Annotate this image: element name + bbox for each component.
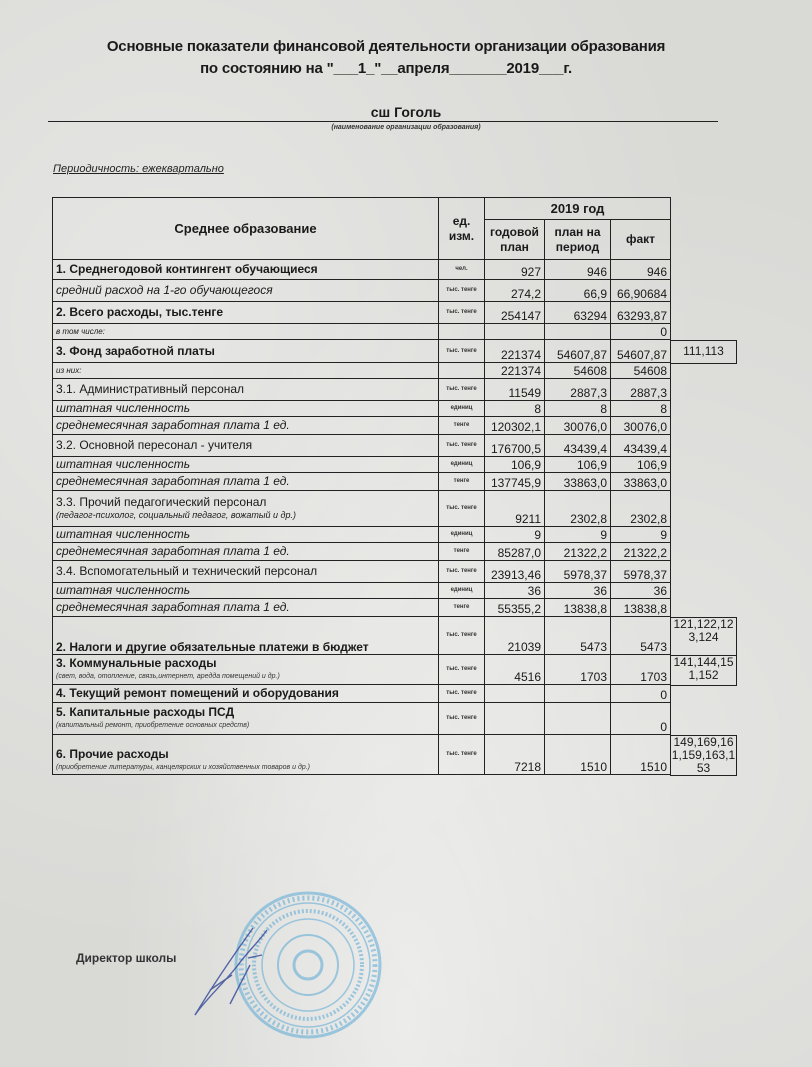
row-sublabel: (капитальный ремонт, приобретение основных средств) xyxy=(56,721,250,729)
cell-period-plan xyxy=(545,324,611,340)
cell-fact: 1703 xyxy=(611,655,671,685)
row-indicator-name xyxy=(53,561,439,583)
side-note-cell: 121,122,123,124 xyxy=(670,617,737,656)
organization-underline xyxy=(48,121,718,122)
table-row xyxy=(53,435,671,457)
row-unit: тыс. тенге xyxy=(439,379,485,401)
row-unit: тенге xyxy=(439,473,485,491)
row-indicator-name xyxy=(53,543,439,561)
row-indicator-name xyxy=(53,417,439,435)
side-note-cell: 141,144,151,152 xyxy=(670,655,737,686)
cell-period-plan: 66,9 xyxy=(545,280,611,302)
row-unit: тыс. тенге xyxy=(439,435,485,457)
row-label: штатная численность xyxy=(56,401,191,415)
cell-annual-plan: 927 xyxy=(485,260,545,280)
cell-fact: 0 xyxy=(611,703,671,735)
table-row xyxy=(53,617,671,655)
row-label: 3. Коммунальные расходы xyxy=(56,655,217,670)
cell-period-plan: 30076,0 xyxy=(545,417,611,435)
cell-fact: 106,9 xyxy=(611,457,671,473)
row-label: среднемесячная заработная плата 1 ед. xyxy=(56,544,290,558)
cell-period-plan: 33863,0 xyxy=(545,473,611,491)
row-indicator-name xyxy=(53,260,439,280)
table-row xyxy=(53,685,671,703)
row-label: 5. Капитальные расходы ПСД xyxy=(56,704,235,719)
signature-label: Директор школы xyxy=(76,951,177,965)
row-sublabel: (приобретение литературы, канцелярских и хозяйственных товаров и др.) xyxy=(56,764,310,771)
table-row xyxy=(53,379,671,401)
row-indicator-name xyxy=(53,735,439,775)
row-indicator-name xyxy=(53,685,439,703)
row-indicator-name xyxy=(53,280,439,302)
cell-fact: 946 xyxy=(611,260,671,280)
table-row xyxy=(53,363,671,379)
row-label: штатная численность xyxy=(56,457,191,471)
row-unit: тыс. тенге xyxy=(439,735,485,775)
row-indicator-name xyxy=(53,527,439,543)
row-label: среднемесячная заработная плата 1 ед. xyxy=(56,418,290,432)
row-unit: тыс. тенге xyxy=(439,340,485,363)
cell-fact: 2887,3 xyxy=(611,379,671,401)
cell-annual-plan: 8 xyxy=(485,401,545,417)
cell-period-plan: 946 xyxy=(545,260,611,280)
cell-fact: 13838,8 xyxy=(611,599,671,617)
row-label: 3. Фонд заработной платы xyxy=(56,343,215,358)
row-label: в том числе: xyxy=(56,327,105,336)
cell-fact: 30076,0 xyxy=(611,417,671,435)
table-row xyxy=(53,583,671,599)
cell-fact: 5978,37 xyxy=(611,561,671,583)
cell-annual-plan: 9 xyxy=(485,527,545,543)
row-sublabel: (свет, вода, отопление, связь,интернет, аредда помещений и др.) xyxy=(56,672,280,680)
periodicity-label: Периодичность: ежеквартально xyxy=(53,163,224,175)
table-row xyxy=(53,561,671,583)
row-unit: тыс. тенге xyxy=(439,655,485,685)
row-label: 3.2. Основной пересонал - учителя xyxy=(56,438,253,452)
row-indicator-name xyxy=(53,583,439,599)
header-section: Среднее образование xyxy=(53,198,439,260)
cell-fact: 9 xyxy=(611,527,671,543)
cell-period-plan: 21322,2 xyxy=(545,543,611,561)
document-title: Основные показатели финансовой деятельности организации образования xyxy=(106,38,666,55)
table-row xyxy=(53,401,671,417)
cell-annual-plan: 36 xyxy=(485,583,545,599)
cell-period-plan: 5473 xyxy=(545,617,611,655)
row-label: 3.3. Прочий педагогический персонал xyxy=(56,494,267,509)
cell-period-plan: 2887,3 xyxy=(545,379,611,401)
row-label: 2. Налоги и другие обязательные платежи в бюджет xyxy=(56,640,369,654)
cell-annual-plan: 221374 xyxy=(485,340,545,363)
row-unit: тенге xyxy=(439,543,485,561)
header-unit: ед. изм. xyxy=(439,198,485,260)
side-note-cell: 111,113 xyxy=(670,340,737,364)
row-label: 3.1. Административный персонал xyxy=(56,382,245,396)
row-label: из них: xyxy=(56,366,82,375)
cell-fact: 63293,87 xyxy=(611,302,671,324)
table-row xyxy=(53,473,671,491)
table-row xyxy=(53,735,671,775)
row-indicator-name xyxy=(53,457,439,473)
row-label: средний расход на 1-го обучающегося xyxy=(56,283,273,297)
header-year: 2019 год xyxy=(485,198,671,220)
row-label: 6. Прочие расходы xyxy=(56,747,169,761)
cell-annual-plan: 106,9 xyxy=(485,457,545,473)
cell-annual-plan: 221374 xyxy=(485,363,545,379)
row-unit xyxy=(439,324,485,340)
row-indicator-name xyxy=(53,379,439,401)
cell-annual-plan xyxy=(485,685,545,703)
row-indicator-name xyxy=(53,599,439,617)
cell-fact: 8 xyxy=(611,401,671,417)
row-unit: тыс. тенге xyxy=(439,561,485,583)
financial-indicators-table xyxy=(52,197,671,775)
row-unit: тыс. тенге xyxy=(439,703,485,735)
row-indicator-name xyxy=(53,324,439,340)
cell-annual-plan: 55355,2 xyxy=(485,599,545,617)
row-indicator-name xyxy=(53,363,439,379)
cell-period-plan: 8 xyxy=(545,401,611,417)
cell-annual-plan: 254147 xyxy=(485,302,545,324)
row-indicator-name xyxy=(53,491,439,527)
cell-fact: 66,90684 xyxy=(611,280,671,302)
row-indicator-name xyxy=(53,401,439,417)
cell-annual-plan: 137745,9 xyxy=(485,473,545,491)
director-signature xyxy=(150,910,280,1030)
row-unit: тенге xyxy=(439,417,485,435)
header-annual-plan: годовой план xyxy=(485,220,545,260)
document-date-line: по состоянию на "___1_"__апреля_______2019___г. xyxy=(200,60,572,77)
cell-annual-plan: 274,2 xyxy=(485,280,545,302)
table-header-row-1 xyxy=(53,198,671,220)
row-indicator-name xyxy=(53,703,439,735)
row-indicator-name xyxy=(53,617,439,655)
row-unit: тыс. тенге xyxy=(439,617,485,655)
cell-annual-plan: 21039 xyxy=(485,617,545,655)
cell-period-plan: 63294 xyxy=(545,302,611,324)
cell-period-plan: 9 xyxy=(545,527,611,543)
cell-period-plan: 36 xyxy=(545,583,611,599)
row-indicator-name xyxy=(53,655,439,685)
table-row xyxy=(53,703,671,735)
row-indicator-name xyxy=(53,302,439,324)
cell-annual-plan xyxy=(485,703,545,735)
cell-annual-plan: 4516 xyxy=(485,655,545,685)
row-unit: тыс. тенге xyxy=(439,491,485,527)
cell-annual-plan: 176700,5 xyxy=(485,435,545,457)
header-fact: факт xyxy=(611,220,671,260)
organization-caption: (наименование организации образования) xyxy=(331,124,481,131)
cell-fact: 54607,87 xyxy=(611,340,671,363)
row-unit: тенге xyxy=(439,599,485,617)
table-row xyxy=(53,417,671,435)
cell-annual-plan: 11549 xyxy=(485,379,545,401)
table-row xyxy=(53,599,671,617)
table-row xyxy=(53,543,671,561)
row-indicator-name xyxy=(53,435,439,457)
row-unit: тыс. тенге xyxy=(439,280,485,302)
cell-period-plan: 43439,4 xyxy=(545,435,611,457)
cell-fact: 0 xyxy=(611,685,671,703)
cell-period-plan: 54608 xyxy=(545,363,611,379)
table-row xyxy=(53,340,671,363)
cell-fact: 43439,4 xyxy=(611,435,671,457)
row-label: штатная численность xyxy=(56,527,191,541)
cell-period-plan: 5978,37 xyxy=(545,561,611,583)
row-unit: тыс. тенге xyxy=(439,302,485,324)
table-row xyxy=(53,324,671,340)
cell-period-plan: 2302,8 xyxy=(545,491,611,527)
row-unit: единиц xyxy=(439,583,485,599)
row-indicator-name xyxy=(53,340,439,363)
row-unit: единиц xyxy=(439,401,485,417)
row-label: штатная численность xyxy=(56,583,191,597)
row-unit: чел. xyxy=(439,260,485,280)
table-row xyxy=(53,302,671,324)
cell-annual-plan: 7218 xyxy=(485,735,545,775)
row-label: 3.4. Вспомогательный и технический персонал xyxy=(56,564,318,578)
table-row xyxy=(53,491,671,527)
cell-annual-plan xyxy=(485,324,545,340)
cell-annual-plan: 9211 xyxy=(485,491,545,527)
cell-fact: 36 xyxy=(611,583,671,599)
cell-annual-plan: 85287,0 xyxy=(485,543,545,561)
cell-period-plan: 106,9 xyxy=(545,457,611,473)
cell-fact: 5473 xyxy=(611,617,671,655)
side-note-cell: 149,169,161,159,163,153 xyxy=(671,734,736,775)
cell-fact: 33863,0 xyxy=(611,473,671,491)
cell-period-plan xyxy=(545,703,611,735)
table-row xyxy=(53,457,671,473)
cell-period-plan: 54607,87 xyxy=(545,340,611,363)
row-label: 2. Всего расходы, тыс.тенге xyxy=(56,305,224,319)
organization-name: сш Гоголь xyxy=(370,104,442,120)
row-label: 4. Текущий ремонт помещений и оборудования xyxy=(56,686,339,700)
row-label: среднемесячная заработная плата 1 ед. xyxy=(56,600,290,614)
row-unit xyxy=(439,363,485,379)
table-row xyxy=(53,527,671,543)
row-unit: тыс. тенге xyxy=(439,685,485,703)
cell-period-plan: 13838,8 xyxy=(545,599,611,617)
cell-fact: 1510 xyxy=(611,735,671,775)
row-sublabel: (педагог-психолог, социальный педагог, вожатый и др.) xyxy=(56,509,296,520)
cell-fact: 21322,2 xyxy=(611,543,671,561)
row-unit: единиц xyxy=(439,527,485,543)
row-unit: единиц xyxy=(439,457,485,473)
table-row xyxy=(53,260,671,280)
cell-fact: 54608 xyxy=(611,363,671,379)
row-label: 1. Среднегодовой контингент обучающиеся xyxy=(56,262,318,276)
cell-annual-plan: 23913,46 xyxy=(485,561,545,583)
cell-period-plan xyxy=(545,685,611,703)
table-row xyxy=(53,655,671,685)
cell-period-plan: 1703 xyxy=(545,655,611,685)
cell-fact: 0 xyxy=(611,324,671,340)
cell-annual-plan: 120302,1 xyxy=(485,417,545,435)
cell-fact: 2302,8 xyxy=(611,491,671,527)
row-label: среднемесячная заработная плата 1 ед. xyxy=(56,474,290,488)
cell-period-plan: 1510 xyxy=(545,735,611,775)
header-period-plan: план на период xyxy=(545,220,611,260)
row-indicator-name xyxy=(53,473,439,491)
table-row xyxy=(53,280,671,302)
